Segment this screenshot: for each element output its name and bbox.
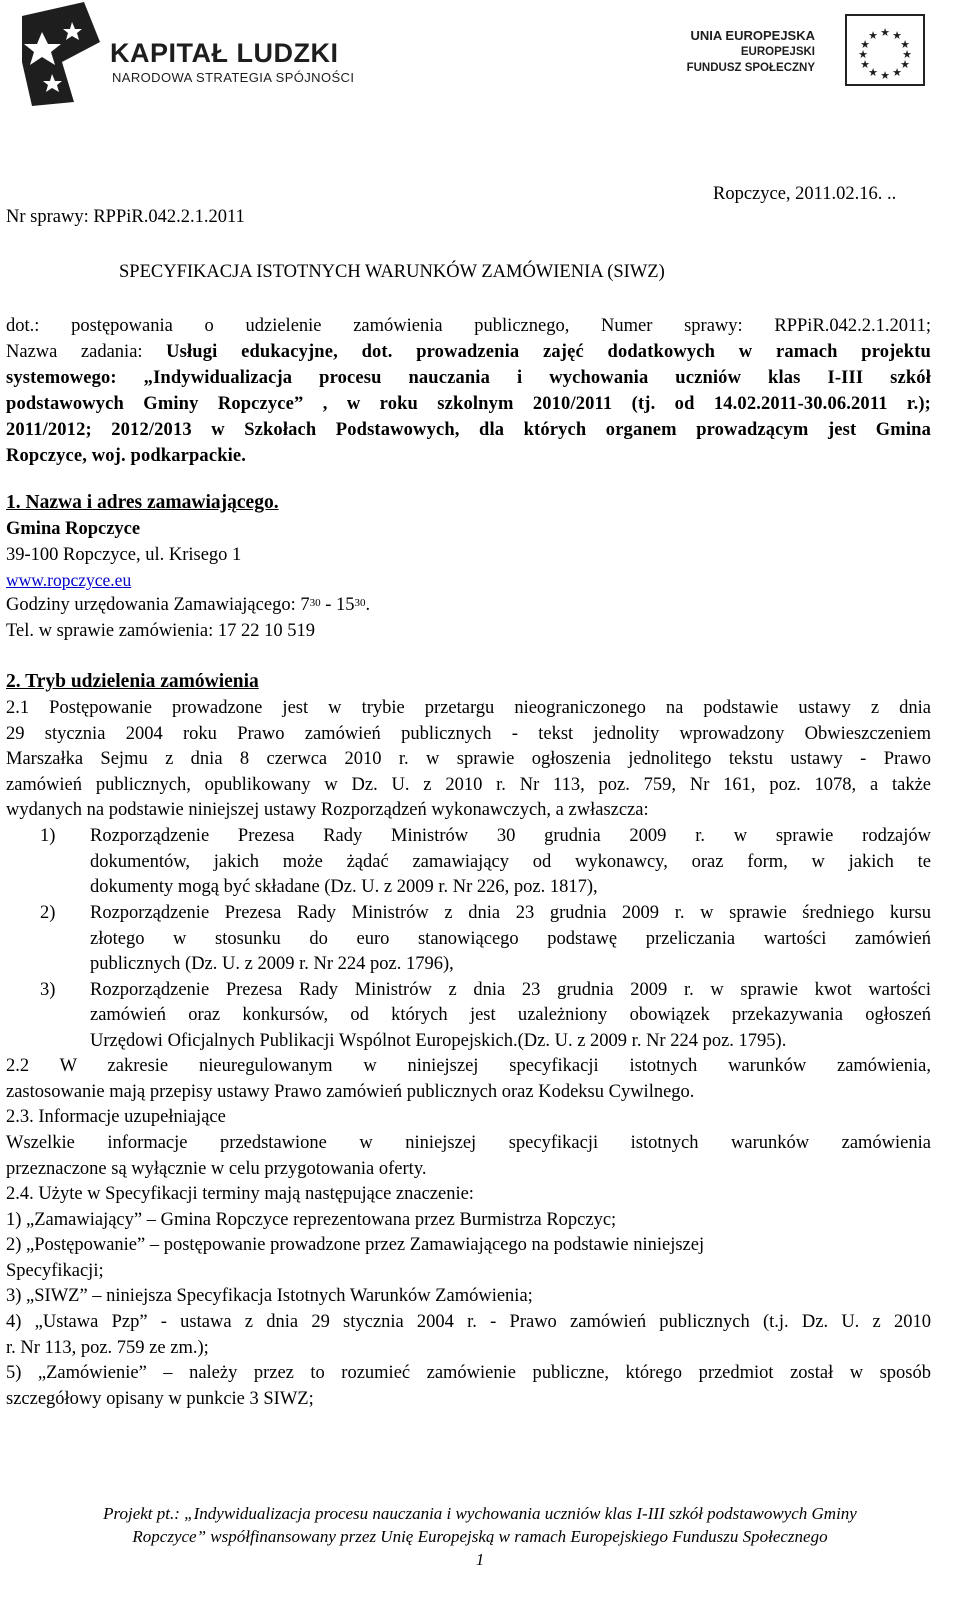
place-date: Ropczyce, 2011.02.16. .. [713, 184, 897, 204]
list-item-line: Urzędowi Oficjalnych Publikacji Wspólnot Europejskich.(Dz. U. z 2009 r. Nr 224 poz. 1795). [90, 1031, 787, 1051]
footer-line: Projekt pt.: „Indywidualizacja procesu nauczania i wychowania uczniów klas I-III szkół podstawowych Gminy [103, 1504, 857, 1523]
definition-line: 3) „SIWZ” – niniejsza Specyfikacja Istotnych Warunków Zamówienia; [6, 1286, 533, 1306]
intro-line: Ropczyce, woj. podkarpackie. [6, 446, 247, 466]
eu-logo-line3: FUNDUSZ SPOŁECZNY [686, 62, 815, 74]
definition-line: 1) „Zamawiający” – Gmina Ropczyce reprezentowana przez Burmistrza Ropczyc; [6, 1210, 617, 1230]
svg-text:★: ★ [868, 29, 878, 42]
svg-text:★: ★ [860, 38, 870, 51]
eu-logo-line2: EUROPEJSKI [740, 46, 815, 58]
svg-text:★: ★ [892, 66, 902, 79]
paragraph-line: zastosowanie mają przepisy ustawy Prawo zamówień publicznych oraz Kodeksu Cywilnego. [6, 1082, 695, 1102]
svg-text:★: ★ [880, 26, 890, 39]
list-item-line: Rozporządzenie Prezesa Rady Ministrów 30 grudnia 2009 r. w sprawie rodzajów [90, 826, 931, 846]
intro-line: dot.: postępowania o udzielenie zamówienia publicznego, Numer sprawy: RPPiR.042.2.1.2011; [6, 316, 931, 336]
list-number: 2) [40, 903, 56, 923]
list-item-line: Rozporządzenie Prezesa Rady Ministrów z dnia 23 grudnia 2009 r. w sprawie średniego kursu [90, 903, 931, 923]
kapital-ludzki-emblem-icon [22, 2, 102, 106]
office-hours: Godziny urzędowania Zamawiającego: $7^{30} - 15^{30}$. [6, 595, 371, 615]
paragraph-line: zamówień publicznych, opublikowany w Dz. U. z 2010 r. Nr 113, poz. 759, Nr 161, poz. 1078, a także [6, 775, 931, 795]
definition-line: Specyfikacji; [6, 1261, 104, 1281]
eu-logo-line1: UNIA EUROPEJSKA [690, 28, 815, 43]
list-item-line: dokumenty mogą być składane (Dz. U. z 2009 r. Nr 226, poz. 1817), [90, 877, 598, 897]
intro-line: systemowego: „Indywidualizacja procesu nauczania i wychowania uczniów klas I-III szkół [6, 368, 931, 388]
contracting-authority-name: Gmina Ropczyce [6, 519, 141, 539]
intro-line: podstawowych Gminy Ropczyce” , w roku szkolnym 2010/2011 (tj. od 14.02.2011-30.06.2011 r.); [6, 394, 931, 414]
eu-flag-icon [845, 14, 925, 86]
paragraph-line: 2.1 Postępowanie prowadzone jest w trybie przetargu nieograniczonego na podstawie ustawy z dnia [6, 698, 931, 718]
svg-text:★: ★ [868, 66, 878, 79]
kapital-ludzki-logo [22, 2, 362, 106]
list-item-line: złotego w stosunku do euro stanowiącego podstawę przeliczania wartości zamówień [90, 929, 931, 949]
paragraph-line: 29 stycznia 2004 roku Prawo zamówień publicznych - tekst jednolity wprowadzony Obwieszczeniem [6, 724, 931, 744]
contracting-authority-address: 39-100 Ropczyce, ul. Krisego 1 [6, 545, 242, 565]
list-item-line: zamówień oraz konkursów, od których jest uzależniony obowiązek przekazywania ogłoszeń [90, 1005, 931, 1025]
paragraph-line: 2.2 W zakresie nieuregulowanym w niniejszej specyfikacji istotnych warunków zamówienia, [6, 1056, 931, 1076]
definition-line: szczegółowy opisany w punkcie 3 SIWZ; [6, 1389, 314, 1409]
section-1-heading: 1. Nazwa i adres zamawiającego. [6, 492, 279, 513]
paragraph-line: przeznaczone są wyłącznie w celu przygotowania oferty. [6, 1159, 427, 1179]
svg-text:★: ★ [900, 38, 910, 51]
footer-line: Ropczyce” współfinansowany przez Unię Europejską w ramach Europejskiego Funduszu Społecznego [132, 1527, 828, 1546]
svg-text:★: ★ [858, 48, 868, 61]
definition-line: 4) „Ustawa Pzp” - ustawa z dnia 29 stycznia 2004 r. - Prawo zamówień publicznych (t.j. Dz. U. z 2010 [6, 1312, 931, 1332]
svg-text:★: ★ [902, 48, 912, 61]
paragraph-line: Wszelkie informacje przedstawione w niniejszej specyfikacji istotnych warunków zamówienia [6, 1133, 931, 1153]
svg-text:★: ★ [900, 58, 910, 71]
list-number: 3) [40, 980, 56, 1000]
subsection-heading: 2.3. Informacje uzupełniające [6, 1107, 226, 1127]
case-number: Nr sprawy: RPPiR.042.2.1.2011 [6, 207, 245, 227]
document-title: SPECYFIKACJA ISTOTNYCH WARUNKÓW ZAMÓWIENIA (SIWZ) [119, 262, 665, 282]
intro-line: Nazwa zadania: Usługi edukacyjne, dot. prowadzenia zajęć dodatkowych w ramach projektu [6, 342, 931, 362]
page-number: 1 [475, 1550, 485, 1569]
paragraph-line: Marszałka Sejmu z dnia 8 czerwca 2010 r. w sprawie ogłoszenia jednolitego tekstu ustawy - Prawo [6, 749, 931, 769]
list-item-line: publicznych (Dz. U. z 2009 r. Nr 224 poz. 1796), [90, 954, 454, 974]
definition-line: 5) „Zamówienie” – należy przez to rozumieć zamówienie publiczne, którego przedmiot został w sposób [6, 1363, 931, 1383]
paragraph-line: wydanych na podstawie niniejszej ustawy Rozporządzeń wykonawczych, a zwłaszcza: [6, 800, 649, 820]
eu-logo [640, 14, 925, 88]
logo-title: KAPITAŁ LUDZKI [110, 38, 339, 68]
svg-text:★: ★ [880, 69, 890, 82]
list-number: 1) [40, 826, 56, 846]
intro-line: 2011/2012; 2012/2013 w Szkołach Podstawowych, dla których organem prowadzącym jest Gmina [6, 420, 931, 440]
svg-text:★: ★ [860, 58, 870, 71]
definition-line: 2) „Postępowanie” – postępowanie prowadzone przez Zamawiającego na podstawie niniejszej [6, 1235, 705, 1255]
section-2-heading: 2. Tryb udzielenia zamówienia [6, 671, 259, 692]
list-item-line: Rozporządzenie Prezesa Rady Ministrów z dnia 23 grudnia 2009 r. w sprawie kwot wartości [90, 980, 931, 1000]
list-item-line: dokumentów, jakich może żądać zamawiający od wykonawcy, oraz form, w jakich te [90, 852, 931, 872]
svg-text:★: ★ [892, 29, 902, 42]
logo-subtitle: NARODOWA STRATEGIA SPÓJNOŚCI [112, 70, 355, 85]
definition-line: r. Nr 113, poz. 759 ze zm.); [6, 1338, 209, 1358]
website-link[interactable]: www.ropczyce.eu [6, 570, 132, 590]
phone: Tel. w sprawie zamówienia: 17 22 10 519 [6, 621, 316, 641]
subsection-heading: 2.4. Użyte w Specyfikacji terminy mają następujące znaczenie: [6, 1184, 474, 1204]
